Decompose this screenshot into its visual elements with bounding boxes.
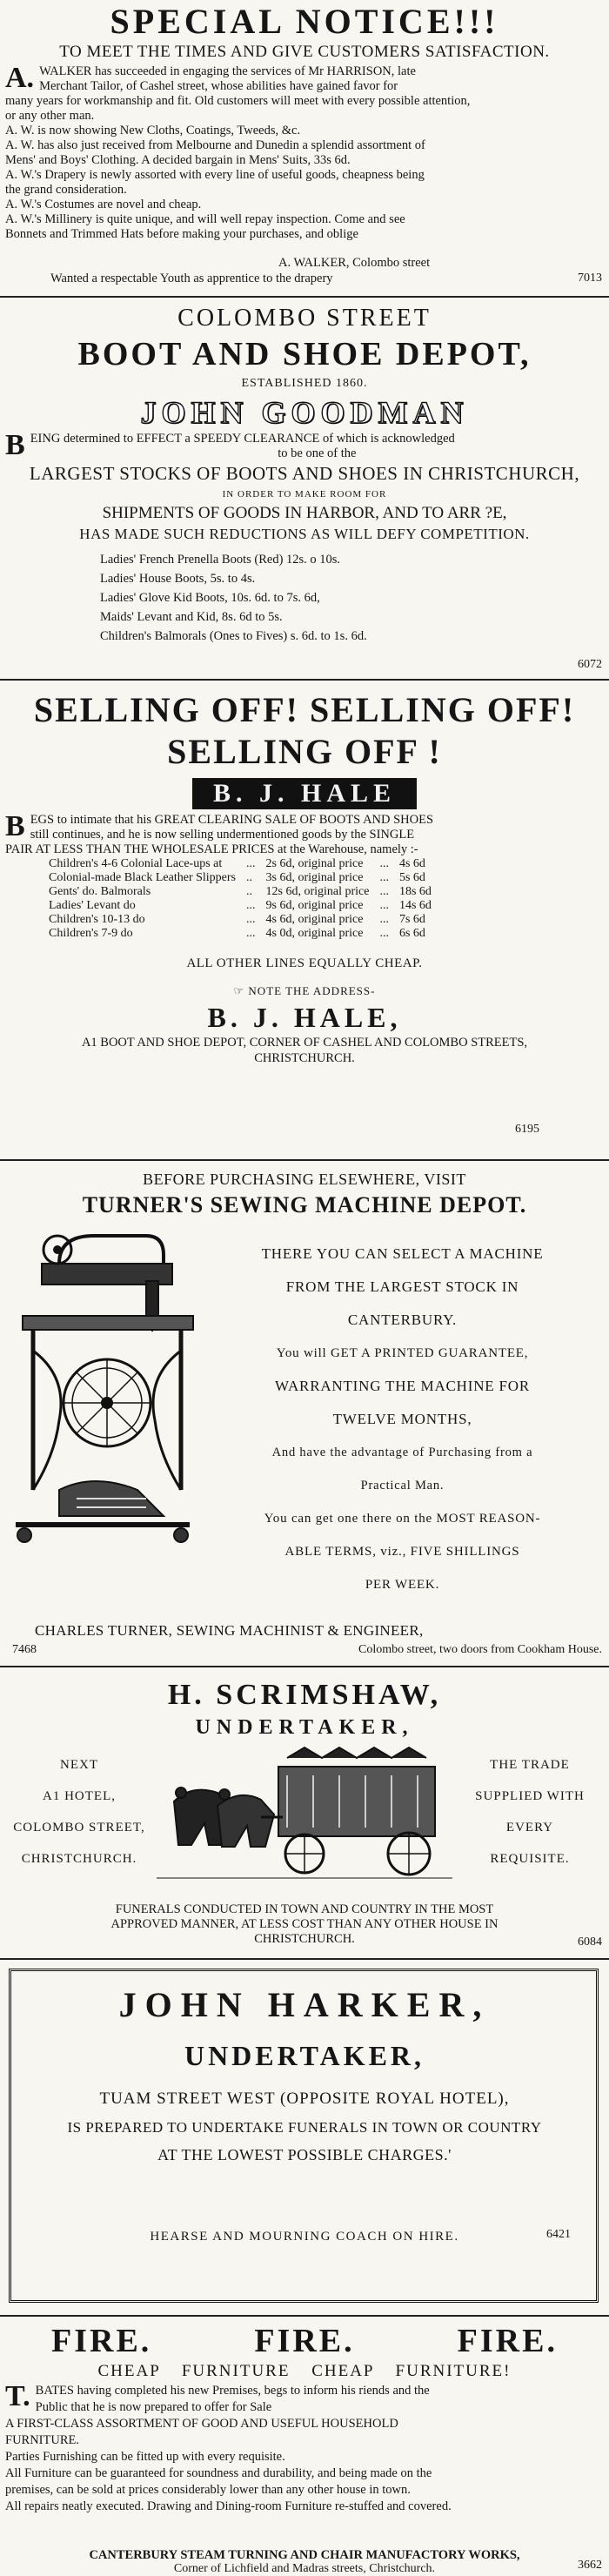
bates-lines [5,2380,604,2515]
goodman-price-item: Maids' Levant and Kid, 8s. 6d to 5s. [100,610,283,624]
turner-body-line: FROM THE LARGEST STOCK IN [285,1278,519,1295]
scrimshaw-right-line: SUPPLIED WITH [475,1789,585,1803]
turner-body-line: WARRANTING THE MACHINE FOR [275,1378,530,1394]
hale-note-line [0,983,609,1000]
turner-body-line: ABLE TERMS, viz., FIVE SHILLINGS [284,1545,520,1559]
turner-title: TURNER'S SEWING MACHINE DEPOT. [82,1192,527,1218]
turner-ad [0,1163,609,1666]
scrimshaw-name: H. SCRIMSHAW, [167,1679,442,1711]
hale-intro-line: PAIR AT LESS THAN THE WHOLESALE PRICES at the Warehouse, namely :- [5,842,418,856]
scrimshaw-right [456,1749,604,1875]
goodman-order: IN ORDER TO MAKE ROOM FOR [222,489,387,500]
walker-line: A. W. has also just received from Melbourne and Dunedin a splendid assortment of [5,138,425,152]
hale-price-cell: ... [379,899,389,912]
bates-line: BATES having completed his new Premises, begs to inform his riends and the [35,2384,430,2398]
hale-price-cell: ... [246,899,256,912]
bates-ad [0,2318,609,2576]
scrimshaw-funerals [0,1902,609,1947]
hale-price-cell: 14s 6d [398,899,432,912]
hale-price-cell: Ladies' Levant do [49,899,136,912]
turner-body-line: And have the advantage of Purchasing from a [271,1446,533,1459]
bates-fire-row [0,2322,609,2360]
hale-price-cell: ... [379,885,389,898]
bates-line: A FIRST-CLASS ASSORTMENT OF GOOD AND USEFUL HOUSEHOLD [5,2417,398,2431]
scrimshaw-funerals-line: FUNERALS CONDUCTED IN TOWN AND COUNTRY IN THE MOST [115,1902,494,1916]
walker-lines [5,64,604,242]
walker-wanted: Wanted a respectable Youth as apprentice to the drapery [50,272,333,285]
harker-ref: 6421 [546,2228,571,2241]
goodman-price-item: Ladies' Glove Kid Boots, 10s. 6d. to 7s. 6d, [100,591,320,605]
goodman-largest: LARGEST STOCKS OF BOOTS AND SHOES IN CHRISTCHURCH, [29,463,580,484]
scrimshaw-right-line: REQUISITE. [490,1852,570,1866]
hale-price-cell: ... [246,857,256,870]
divider [0,296,609,298]
bates-line: FURNITURE. [5,2433,79,2447]
scrimshaw-right-line: THE TRADE [490,1758,570,1772]
turner-body-line: THERE YOU CAN SELECT A MACHINE [261,1245,544,1262]
bates-line: All Furniture can be guaranteed for soundness and durability, and being made on the [5,2466,432,2480]
walker-body [0,63,609,242]
divider [0,1958,609,1960]
divider [0,1159,609,1161]
walker-line: WALKER has succeeded in engaging the services of Mr HARRISON, late [39,64,416,78]
walker-line: A. W. is now showing New Cloths, Coatings, Tweeds, &c. [5,124,301,138]
hale-price-cell: ... [379,913,389,926]
walker-headline: SPECIAL NOTICE!!! [110,2,499,41]
walker-line: or any other man. [5,109,95,123]
goodman-intro [0,429,609,461]
turner-body-line: TWELVE MONTHS, [332,1411,472,1427]
hale-price-cell: .. [246,885,252,898]
harker-ad [0,1962,609,2310]
turner-body-line: Practical Man. [360,1479,445,1493]
hale-dropcap: B [5,810,25,842]
goodman-ref: 6072 [578,658,602,671]
goodman-price-item: Children's Balmorals (Ones to Fives) s. 6d. to 1s. 6d. [100,629,367,643]
walker-line: the grand consideration. [5,183,127,197]
goodman-reductions: HAS MADE SUCH REDUCTIONS AS WILL DEFY COMPETITION. [79,526,530,542]
harker-prepared: IS PREPARED TO UNDERTAKE FUNERALS IN TOWN OR COUNTRY [67,2119,542,2136]
hale-ad [0,682,609,1156]
hale-price-cell: 4s 6d, original price [265,913,364,926]
hale-price-cell: ... [246,913,256,926]
bates-body [0,2380,609,2515]
scrimshaw-funerals-line: CHRISTCHURCH. [254,1932,355,1946]
hale-price-cell: ... [379,927,389,940]
hale-price-row [44,871,437,885]
hale-price-cell: Colonial-made Black Leather Slippers [49,871,236,884]
walker-subhead: TO MEET THE TIMES AND GIVE CUSTOMERS SATISFACTION. [59,43,550,61]
hale-intro-line: still continues, and he is now selling undermentioned goods by the SINGLE [30,828,415,842]
walker-line: many years for workmanship and fit. Old customers will meet with every possible attention, [5,94,471,108]
hale-price-cell: Children's 4-6 Colonial Lace-ups at [49,857,223,870]
scrimshaw-funerals-line: APPROVED MANNER, AT LESS COST THAN ANY OTHER HOUSE IN [110,1917,499,1931]
hale-note: NOTE THE ADDRESS- [248,984,376,997]
goodman-established: ESTABLISHED 1860. [241,377,368,390]
scrimshaw-right-line: EVERY [505,1821,554,1835]
hale-banner [0,778,609,809]
sewing-machine-illustration [7,1229,198,1560]
scrimshaw-ref: 6084 [578,1935,602,1949]
bates-cheap: CHEAP FURNITURE CHEAP FURNITURE! [97,2362,512,2380]
divider [0,2315,609,2317]
goodman-price-item: Ladies' French Prenella Boots (Red) 12s. o 10s. [100,553,341,567]
scrimshaw-trade: UNDERTAKER, [195,1716,414,1739]
goodman-dropcap: B [5,429,25,461]
hale-intro-lines [5,810,604,857]
hale-price-cell: 18s 6d [398,885,432,898]
bates-ref: 3662 [578,2559,602,2572]
hale-price-cell: Children's 10-13 do [49,913,145,926]
turner-address: Colombo street, two doors from Cookham House. [358,1643,602,1656]
hale-price-cell: 2s 6d, original price [265,857,364,870]
scrimshaw-left-line: A1 HOTEL, [43,1789,116,1803]
divider [0,679,609,681]
hale-price-row [44,899,437,913]
hale-intro [0,810,609,857]
hale-name-banner: B. J. HALE [192,778,417,809]
turner-body-line: You can get one there on the MOST REASON- [264,1512,541,1526]
goodman-intro-2: to be one of the [278,446,357,460]
walker-line: Merchant Tailor, of Cashel street, whose abilities have gained favor for [39,79,398,93]
walker-line: A. W.'s Millinery is quite unique, and will well repay inspection. Come and see [5,212,405,226]
hale-price-row [44,927,437,941]
hale-price-cell: 9s 6d, original price [265,899,364,912]
bates-line: Public that he is now prepared to offer for Sale [35,2400,272,2414]
hale-price-row [44,913,437,927]
walker-ad [0,0,609,296]
walker-line: Mens' and Boys' Clothing. A decided bargain in Mens' Suits, 33s 6d. [5,153,351,167]
hale-intro-line: EGS to intimate that his GREAT CLEARING SALE OF BOOTS AND SHOES [30,813,434,827]
goodman-intro-1: EING determined to EFFECT a SPEEDY CLEARANCE of which is acknowledged [30,432,455,446]
scrimshaw-ad [0,1669,609,1958]
bates-fire-word: FIRE. [51,2323,152,2359]
hale-price-row [44,885,437,899]
hale-name: B. J. HALE, [207,1002,402,1033]
turner-body-line: PER WEEK. [365,1578,440,1592]
scrimshaw-left-line: CHRISTCHURCH. [21,1852,137,1866]
bates-fire-word: FIRE. [457,2323,558,2359]
goodman-price-item: Ladies' House Boots, 5s. to 4s. [100,572,256,586]
goodman-title: BOOT AND SHOE DEPOT, [77,336,532,372]
bates-line: All repairs neatly executed. Drawing and Dining-room Furniture re-stuffed and covered. [5,2499,452,2513]
goodman-shipments: SHIPMENTS OF GOODS IN HARBOR, AND TO ARR ?E, [102,504,507,522]
hale-price-cell: 7s 6d [398,913,425,926]
turner-body-line: CANTERBURY. [347,1311,458,1328]
scrimshaw-left-line: COLOMBO STREET, [13,1821,145,1835]
turner-body-line: You will GET A PRINTED GUARANTEE, [276,1346,529,1360]
harker-name: JOHN HARKER, [118,1985,491,2024]
bates-line: Parties Furnishing can be fitted up with every requisite. [5,2450,285,2464]
hale-price-cell: 5s 6d [398,871,425,884]
hearse-illustration [157,1741,452,1888]
walker-line: A. W.'s Costumes are novel and cheap. [5,198,202,211]
bates-fire-word: FIRE. [254,2323,355,2359]
turner-ref: 7468 [12,1643,37,1656]
hale-price-cell: 6s 6d [398,927,425,940]
harker-charges: AT THE LOWEST POSSIBLE CHARGES.' [157,2146,452,2163]
walker-signature: A. WALKER, Colombo street [278,256,431,270]
hale-price-cell: ... [379,871,389,884]
hale-price-cell: 12s 6d, original price [265,885,370,898]
hale-selling-2: SELLING OFF ! [167,732,442,771]
scrimshaw-left [5,1749,153,1875]
harker-address: TUAM STREET WEST (OPPOSITE ROYAL HOTEL), [99,2090,510,2108]
hale-address: A1 BOOT AND SHOE DEPOT, CORNER OF CASHEL AND COLOMBO STREETS, [81,1036,528,1050]
hale-ref: 6195 [515,1123,539,1136]
bates-works: CANTERBURY STEAM TURNING AND CHAIR MANUFACTORY WORKS, [89,2548,520,2562]
walker-line: A. W.'s Drapery is newly assorted with every line of useful goods, cheapness being [5,168,425,182]
goodman-items [0,550,609,646]
turner-signature: CHARLES TURNER, SEWING MACHINIST & ENGINEER, [35,1622,424,1639]
walker-line: Bonnets and Trimmed Hats before making your purchases, and oblige [5,227,358,241]
turner-before: BEFORE PURCHASING ELSEWHERE, VISIT [143,1171,466,1188]
hale-price-table [44,857,437,941]
walker-ref: 7013 [578,272,602,285]
walker-dropcap: A. [5,62,35,94]
hale-price-cell: .. [246,871,252,884]
hale-other: ALL OTHER LINES EQUALLY CHEAP. [186,956,423,970]
hale-price-cell: 4s 0d, original price [265,927,364,940]
hale-price-cell: 4s 6d [398,857,425,870]
goodman-name: JOHN GOODMAN [140,395,469,430]
pointing-hand-icon: ☞ [233,984,245,997]
scrimshaw-left-line: NEXT [60,1758,98,1772]
bates-corner: Corner of Lichfield and Madras streets, Christchurch. [173,2562,436,2575]
hale-price-cell: ... [246,927,256,940]
turner-body [200,1238,605,1601]
bates-dropcap: T. [5,2380,30,2412]
hale-selling-1: SELLING OFF! SELLING OFF! [33,690,576,729]
hale-price-cell: Children's 7-9 do [49,927,133,940]
hale-price-cell: 3s 6d, original price [265,871,364,884]
divider [0,1666,609,1667]
harker-trade: UNDERTAKER, [184,2040,425,2071]
goodman-street: COLOMBO STREET [177,305,432,332]
hale-city: CHRISTCHURCH. [254,1051,355,1065]
hale-price-row [44,857,437,871]
goodman-ad [0,299,609,675]
hale-price-cell: Gents' do. Balmorals [49,885,151,898]
bates-line: premises, can be sold at prices considerably lower than any other house in town. [5,2483,411,2497]
harker-hearse: HEARSE AND MOURNING COACH ON HIRE. [150,2230,459,2244]
hale-price-cell: ... [379,857,389,870]
